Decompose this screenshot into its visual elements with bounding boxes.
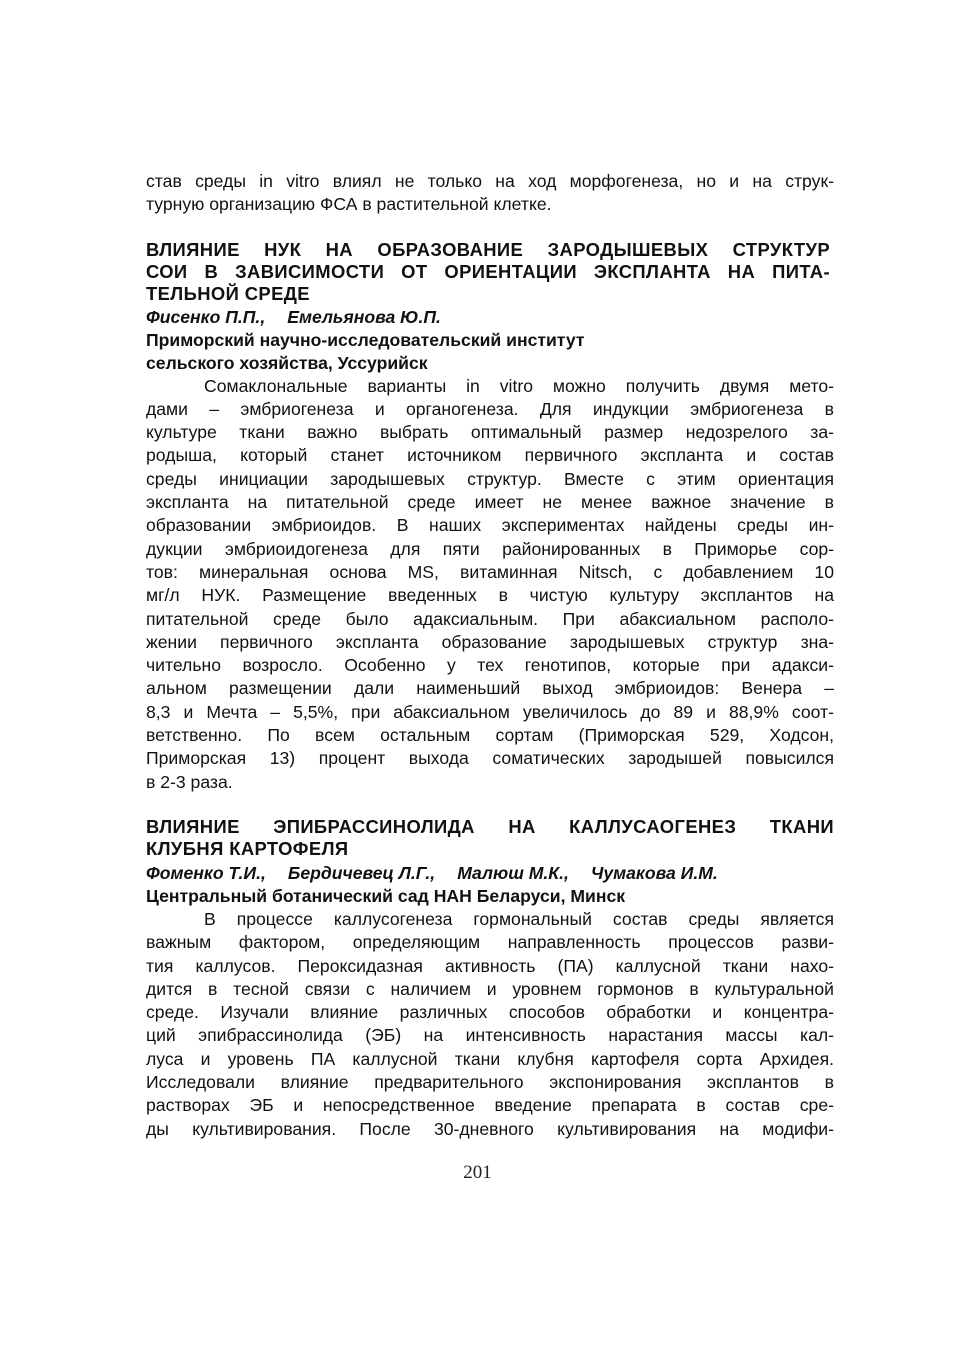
author: Емельянова Ю.П. — [287, 306, 441, 327]
text-line: среде. Изучали влияние различных способов обработки и концентра- — [146, 1002, 834, 1023]
article-1-authors — [146, 306, 834, 329]
affiliation-line: Приморский научно-исследовательский институт — [146, 329, 585, 350]
affiliation-line: Центральный ботанический сад НАН Беларуси, Минск — [146, 885, 626, 906]
text-line: дится в тесной связи с наличием и уровнем гормонов в культуральной — [146, 978, 834, 999]
page-number: 201 — [463, 1162, 492, 1183]
text-line: мг/л НУК. Размещение введенных в чистую культуру эксплантов на — [146, 585, 834, 606]
title-line: ВЛИЯНИЕ НУК НА ОБРАЗОВАНИЕ ЗАРОДЫШЕВЫХ СТРУКТУР — [146, 238, 830, 260]
title-line: ВЛИЯНИЕ ЭПИБРАССИНОЛИДА НА КАЛЛУСАОГЕНЕЗ ТКАНИ — [146, 815, 834, 837]
text-line: ветственно. По всем остальным сортам (Приморская 529, Ходсон, — [146, 725, 834, 746]
author: Малюш М.К., — [457, 862, 569, 883]
text-line: растворах ЭБ и непосредственное введение препарата в состав сре- — [146, 1095, 834, 1116]
document-page — [146, 170, 834, 1141]
text-line: тия каллусов. Пероксидазная активность (ПА) каллусной ткани нахо- — [146, 955, 834, 976]
author: Чумакова И.М. — [590, 862, 718, 883]
article-2-body — [146, 908, 834, 1141]
text-line: образовании эмбриоидов. В наших экспериментах найдены среды ин- — [146, 515, 834, 536]
article-2-affiliation — [146, 885, 834, 908]
text-line: В процессе каллусогенеза гормональный состав среды является — [204, 908, 834, 929]
text-line: жении первичного экспланта образование зародышевых структур зна- — [146, 631, 834, 652]
text-line: став среды in vitro влиял не только на ход морфогенеза, но и на струк- — [146, 171, 834, 191]
text-line: альном размещении дали наименьший выход эмбриоидов: Венера – — [146, 678, 834, 699]
author: Фисенко П.П., — [146, 306, 266, 327]
text-line: дукции эмбриоидогенеза для пяти районированных в Приморье сор- — [146, 538, 834, 559]
continuation-paragraph — [146, 170, 834, 217]
text-line: Сомаклональные варианты in vitro можно получить двумя мето- — [204, 375, 834, 396]
affiliation-line: сельского хозяйства, Уссурийск — [146, 352, 428, 373]
text-line: ций эпибрассинолида (ЭБ) на интенсивность нарастания массы кал- — [146, 1025, 834, 1046]
text-line: среды инициации зародышевых структур. Вместе с этим ориентация — [146, 468, 834, 489]
author: Бердичевец Л.Г., — [287, 862, 436, 883]
text-line: ды культивирования. После 30-дневного культивирования на модифи- — [146, 1118, 834, 1139]
text-line: экспланта на питательной среде имеет не менее важное значение в — [146, 492, 834, 513]
text-line: Приморская 13) процент выхода соматических зародышей повысился — [146, 748, 834, 769]
title-line: КЛУБНЯ КАРТОФЕЛЯ — [146, 837, 349, 859]
title-line: ТЕЛЬНОЙ СРЕДЕ — [146, 282, 310, 304]
text-line: дами – эмбриогенеза и органогенеза. Для индукции эмбриогенеза в — [146, 398, 834, 419]
title-line: СОИ В ЗАВИСИМОСТИ ОТ ОРИЕНТАЦИИ ЭКСПЛАНТА НА ПИТА- — [146, 260, 830, 282]
text-line: Исследовали влияние предварительного экспонирования эксплантов в — [146, 1072, 834, 1093]
text-line: в 2-3 раза. — [146, 771, 233, 792]
text-line: культуре ткани важно выбрать оптимальный размер недозрелого за- — [146, 422, 834, 443]
article-2-title — [146, 816, 834, 860]
text-line: родыша, который станет источником первичного экспланта и состав — [146, 445, 834, 466]
article-1-affiliation — [146, 329, 834, 375]
article-1-title — [146, 239, 830, 305]
text-line: луса и уровень ПА каллусной ткани клубня картофеля сорта Архидея. — [146, 1048, 834, 1069]
text-line: турную организацию ФСА в растительной клетке. — [146, 194, 552, 215]
text-line: тов: минеральная основа MS, витаминная Nitsch, с добавлением 10 — [146, 561, 834, 582]
text-line: важным фактором, определяющим направленность процессов разви- — [146, 932, 834, 953]
article-1-body — [146, 375, 834, 794]
article-2-authors — [146, 862, 834, 885]
author: Фоменко Т.И., — [146, 862, 266, 883]
text-line: чительно возросло. Особенно у тех генотипов, которые при адакси- — [146, 655, 834, 676]
text-line: 8,3 и Мечта – 5,5%, при абаксиальном увеличилось до 89 и 88,9% соот- — [146, 701, 834, 722]
text-line: питательной среде было адаксиальным. При абаксиальном располо- — [146, 608, 834, 629]
